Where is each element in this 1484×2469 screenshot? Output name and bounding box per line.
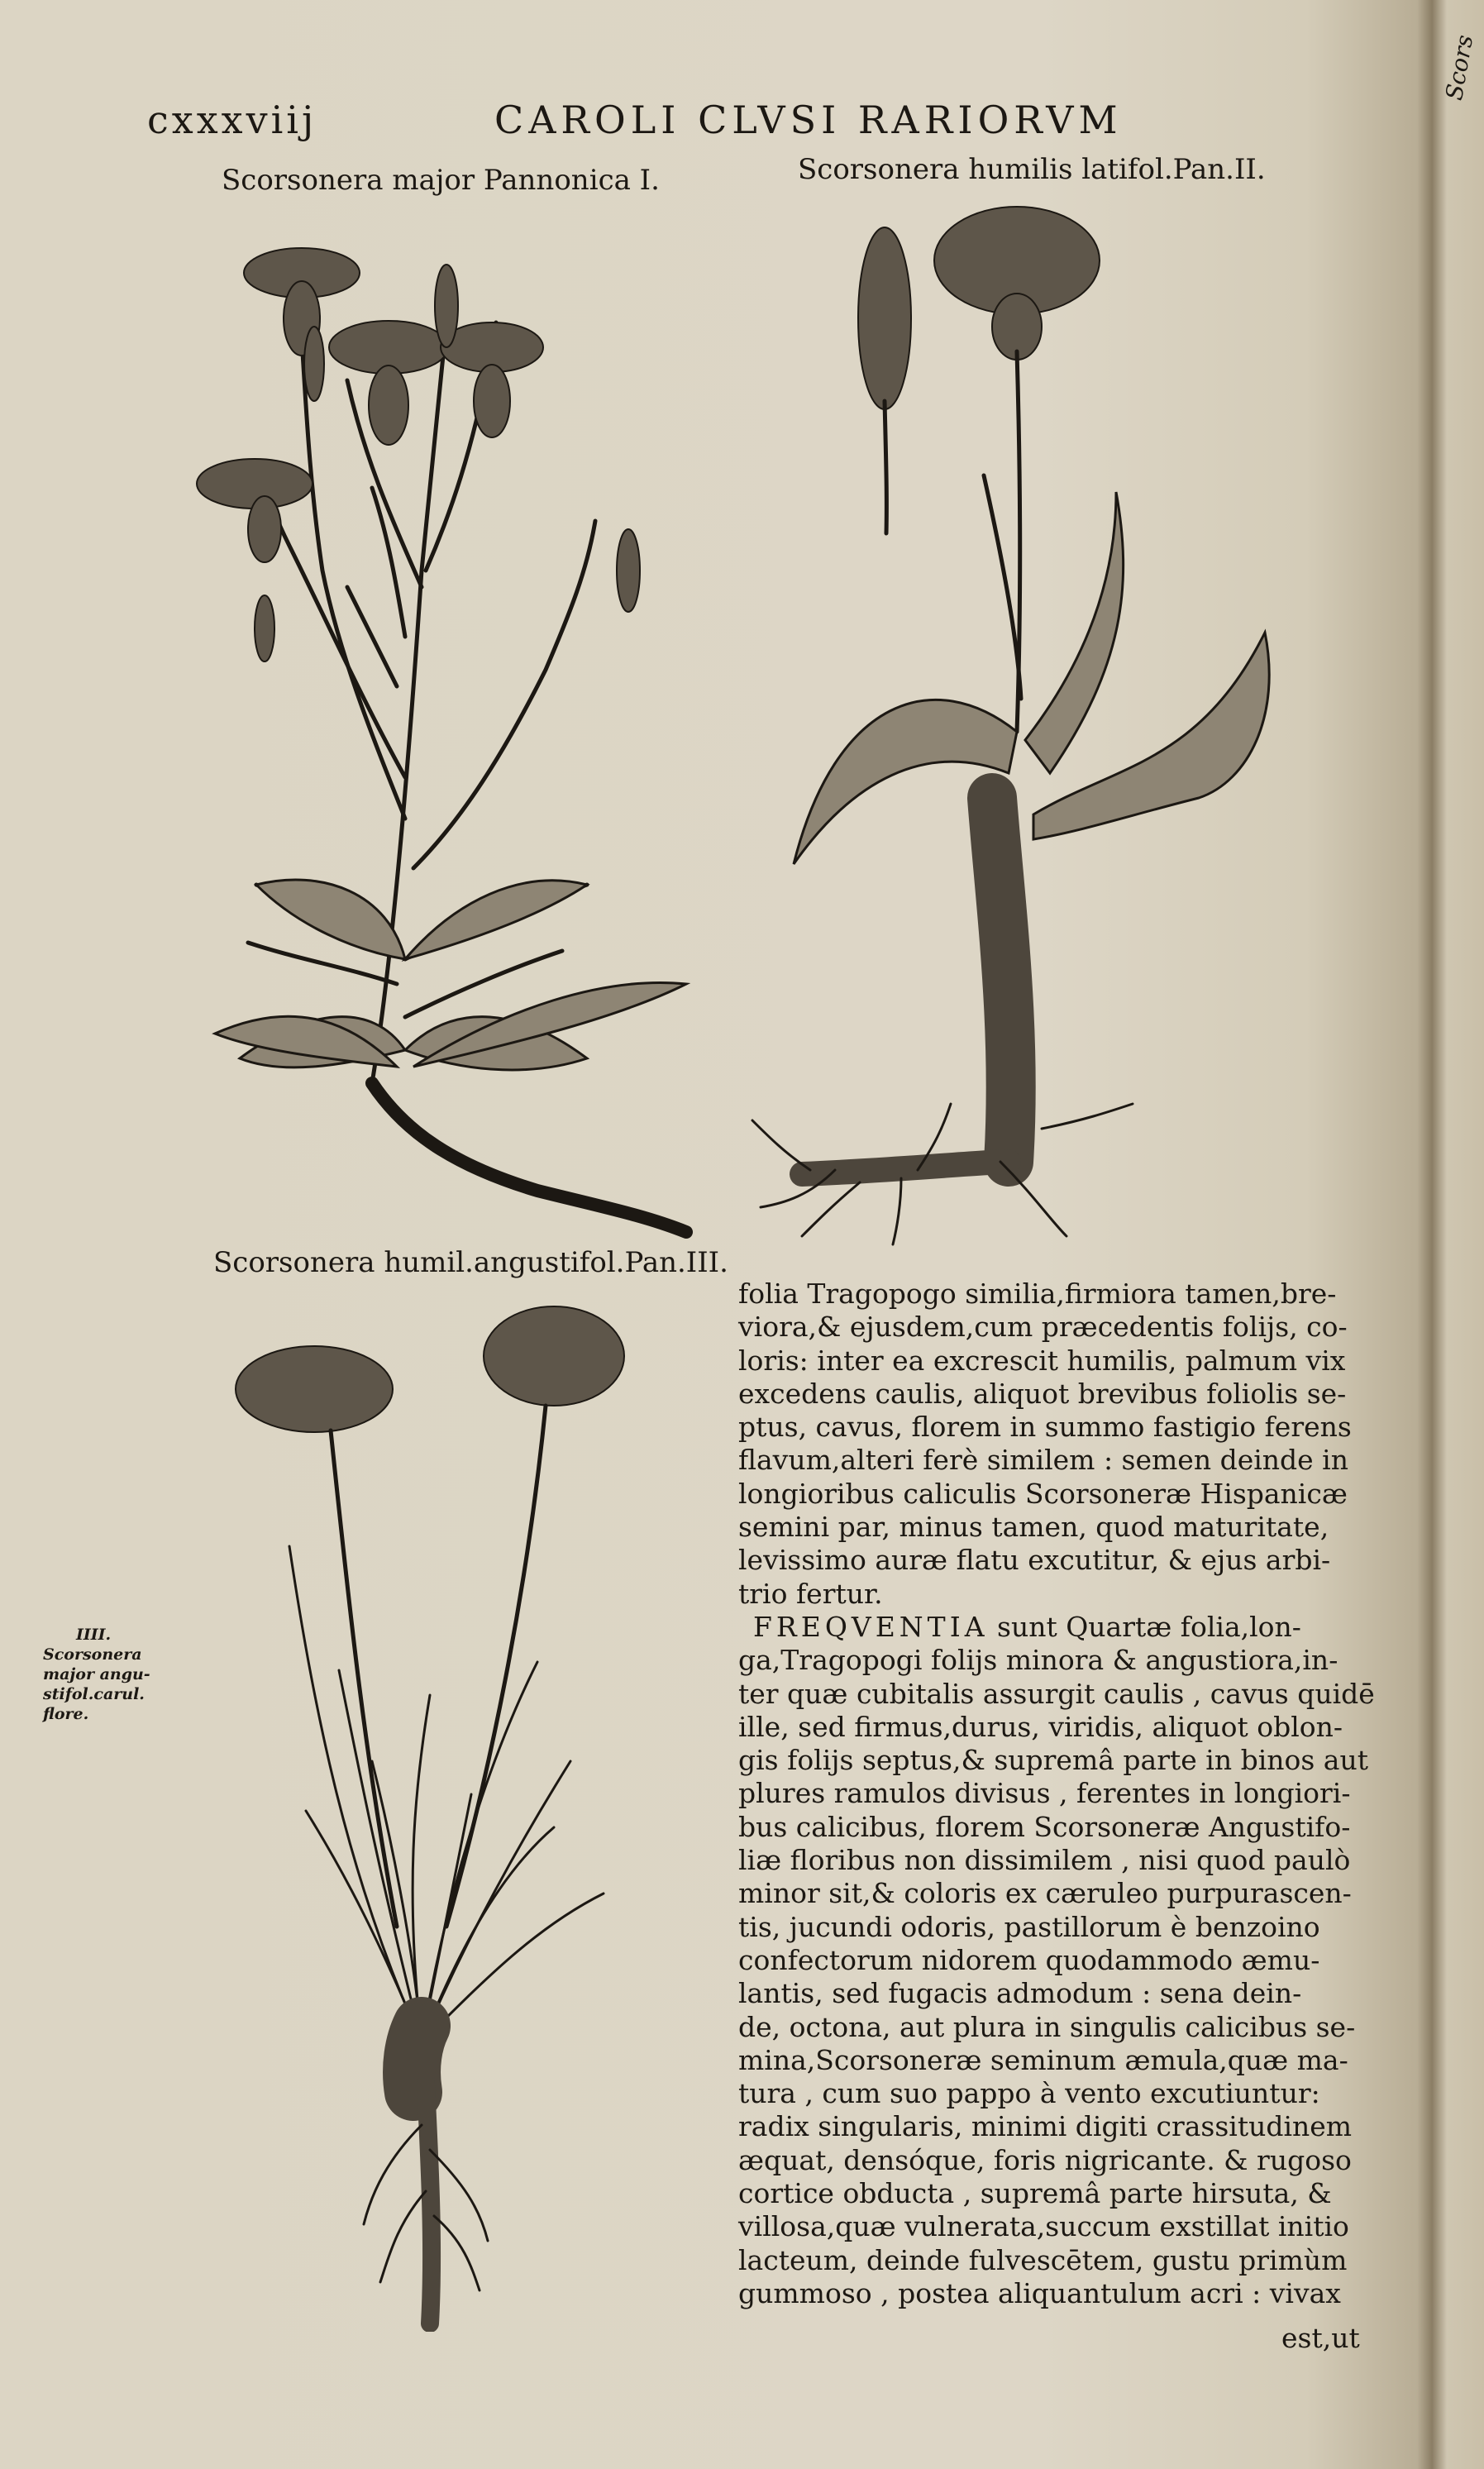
text-line: gummoso , postea aliquantulum acri : vivax xyxy=(738,2276,1341,2309)
text-line: sunt Quartæ folia,lon- xyxy=(988,1610,1301,1643)
text-line: levissimo auræ flatu excutitur, & ejus arbi- xyxy=(738,1544,1331,1577)
marginal-note-line: flore. xyxy=(43,1705,89,1723)
adjacent-page-edge xyxy=(1429,0,1484,2469)
folio-number: cxxxviij xyxy=(147,98,317,142)
text-line: mina,Scorsoneræ seminum æmula,quæ ma- xyxy=(738,2043,1348,2076)
paragraph-opening xyxy=(738,1611,1317,1644)
catchword: est,ut xyxy=(1281,2322,1360,2354)
text-line: bus calicibus, florem Scorsoneræ Angustifo- xyxy=(738,1810,1351,1843)
text-line: ter quæ cubitalis assurgit caulis , cavus quidē xyxy=(738,1677,1375,1710)
text-line: loris: inter ea excrescit humilis, palmum vix xyxy=(738,1344,1346,1377)
text-line: confectorum nidorem quodammodo æmu- xyxy=(738,1943,1320,1976)
text-line: tis, jucundi odoris, pastillorum è benzoino xyxy=(738,1910,1320,1943)
text-line: ga,Tragopogi folijs minora & angustiora,in- xyxy=(738,1644,1338,1677)
text-line: gis folijs septus,& supremâ parte in binos aut xyxy=(738,1744,1368,1777)
text-line: ille, sed firmus,durus, viridis, aliquot oblon- xyxy=(738,1710,1343,1743)
text-line: ptus, cavus, florem in summo fastigio ferens xyxy=(738,1411,1352,1444)
adjacent-page-heading: Scors xyxy=(1440,32,1479,103)
text-line: trio fertur. xyxy=(738,1577,883,1610)
marginal-note-line: major angu- xyxy=(43,1665,150,1683)
text-line: viora,& ejusdem,cum præcedentis folijs, co- xyxy=(738,1311,1348,1344)
marginal-note xyxy=(43,1625,150,1724)
marginal-note-line: IIII. xyxy=(76,1626,112,1644)
text-line: cortice obducta , supremâ parte hirsuta, & xyxy=(738,2177,1332,2210)
caption-figure-2: Scorsonera humilis latifol.Pan.II. xyxy=(798,153,1266,186)
caption-figure-1: Scorsonera major Pannonica I. xyxy=(222,164,660,197)
marginal-note-line: stifol.carul. xyxy=(43,1685,145,1703)
woodcut-figure-3 xyxy=(223,1298,637,2332)
text-line: lacteum, deinde fulvescētem, gustu primùm xyxy=(738,2243,1348,2276)
text-line: minor sit,& coloris ex cæruleo purpurascen- xyxy=(738,1877,1352,1910)
text-line: folia Tragopogo similia,firmiora tamen,bre- xyxy=(738,1277,1337,1310)
text-line: tura , cum suo pappo à vento excutiuntur: xyxy=(738,2077,1320,2110)
marginal-note-line: Scorsonera xyxy=(43,1645,142,1664)
text-line: semini par, minus tamen, quod maturitate, xyxy=(738,1511,1329,1544)
caption-figure-3: Scorsonera humil.angustifol.Pan.III. xyxy=(213,1246,728,1279)
lead-word: FREQVENTIA xyxy=(753,1610,989,1643)
text-line: radix singularis, minimi digiti crassitudinem xyxy=(738,2110,1353,2143)
text-line: villosa,quæ vulnerata,succum exstillat initio xyxy=(738,2210,1349,2243)
text-line: longioribus caliculis Scorsoneræ Hispanicæ xyxy=(738,1477,1348,1510)
text-line: liæ floribus non dissimilem , nisi quod paulò xyxy=(738,1844,1351,1877)
woodcut-figure-1 xyxy=(157,240,719,1240)
text-line: lantis, sed fugacis admodum : sena dein- xyxy=(738,1977,1302,2010)
woodcut-figure-2 xyxy=(736,203,1315,1249)
text-line: excedens caulis, aliquot brevibus foliolis se- xyxy=(738,1377,1347,1410)
text-line: plures ramulos divisus , ferentes in longiori- xyxy=(738,1777,1351,1810)
text-line: flavum,alteri ferè similem : semen deinde in xyxy=(738,1444,1348,1477)
text-line: æquat, densóque, foris nigricante. & rugoso xyxy=(738,2143,1352,2176)
body-text xyxy=(738,1277,1375,2310)
running-title: CAROLI CLVSI RARIORVM xyxy=(494,98,1123,142)
text-line: de, octona, aut plura in singulis calicibus se- xyxy=(738,2010,1356,2043)
